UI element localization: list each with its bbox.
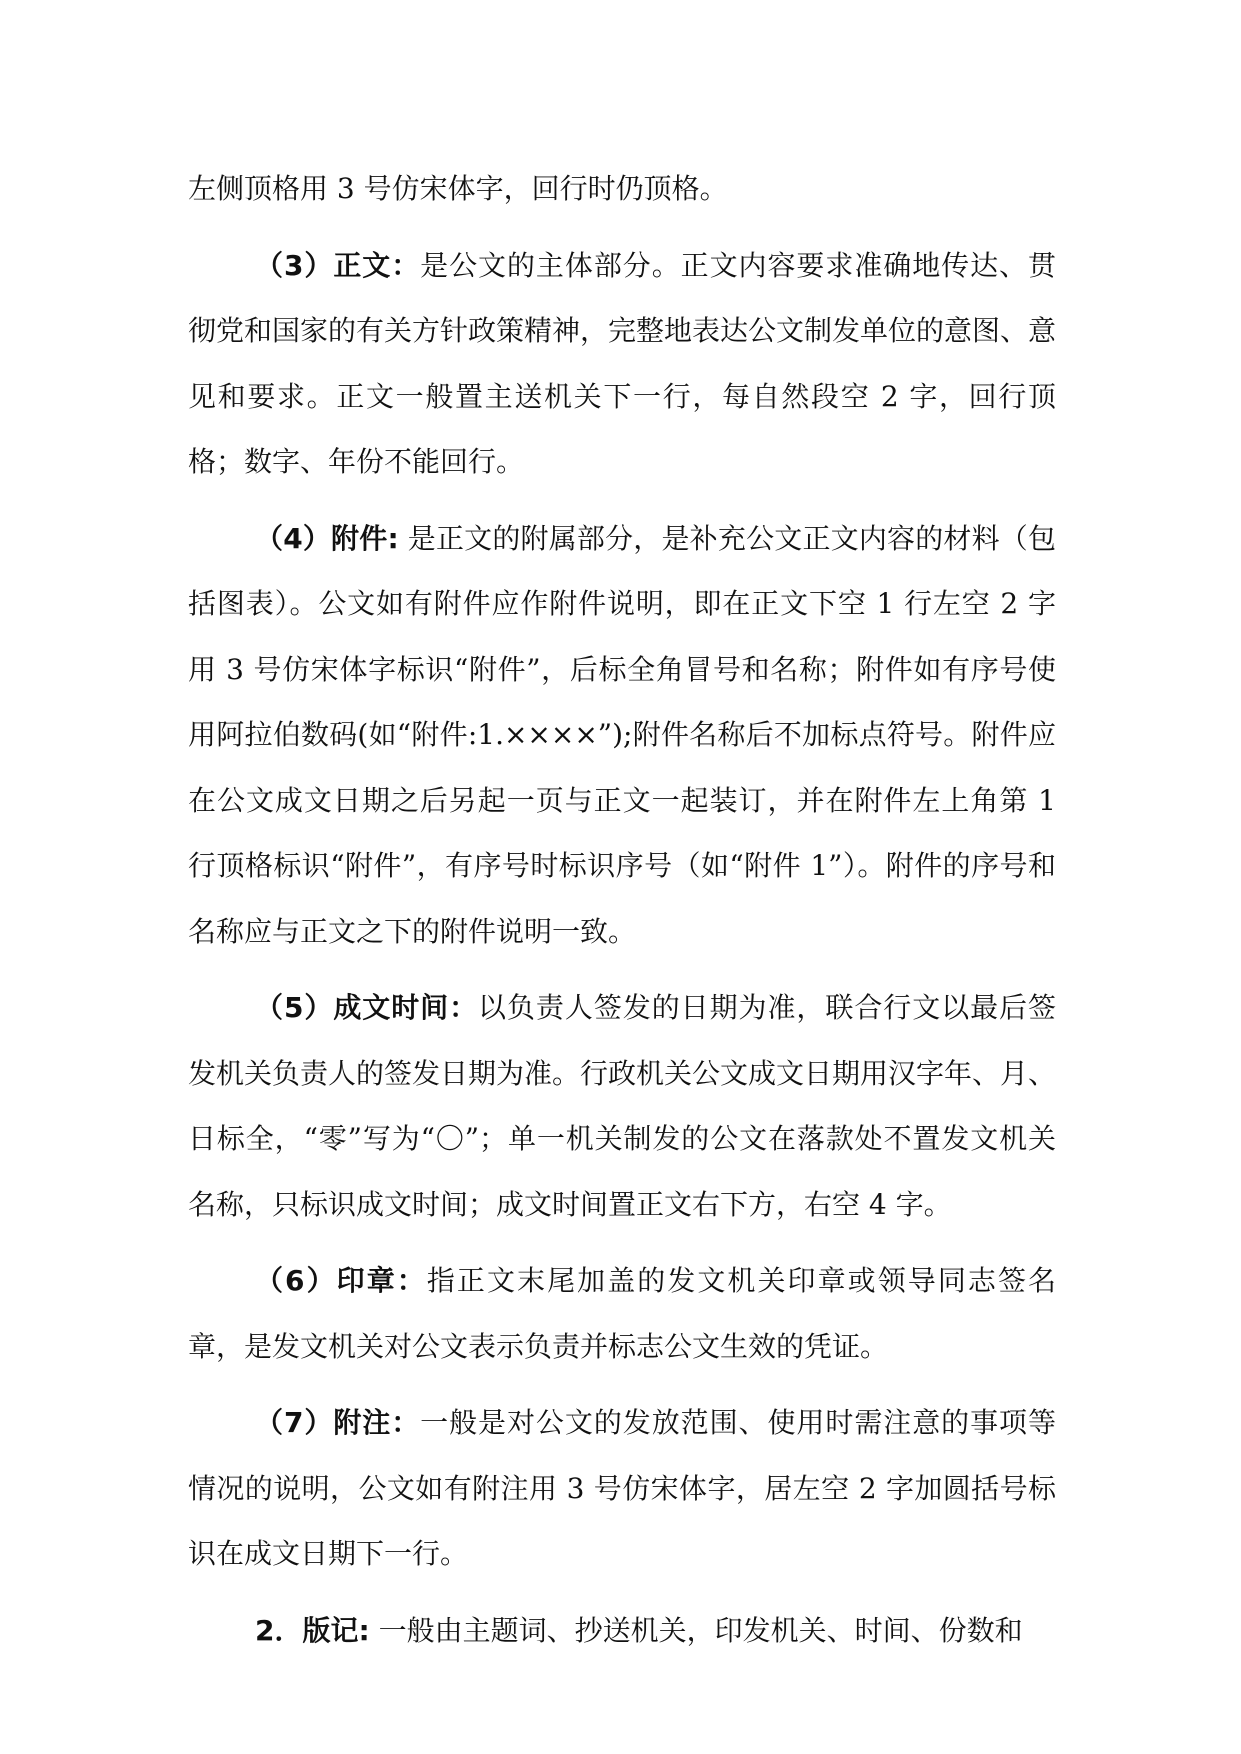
paragraph-seal bbox=[188, 1248, 1056, 1379]
paragraph-text: 一般由主题词、抄送机关，印发机关、时间、份数和 bbox=[369, 1613, 1023, 1647]
paragraph-text: 是公文的主体部分。正文内容要求准确地传达、贯彻党和国家的有关方针政策精神，完整地表达公文制发单位的意图、意见和要求。正文一般置主送机关下一行，每自然段空 2 字，回行顶格；数字、年份不能回行。 bbox=[188, 248, 1057, 478]
paragraph-colophon bbox=[188, 1598, 1056, 1664]
paragraph-main-text bbox=[188, 233, 1056, 495]
section-heading-attachment: （4）附件: bbox=[255, 521, 399, 555]
paragraph-date bbox=[188, 975, 1056, 1237]
paragraph-text: 一般是对公文的发放范围、使用时需注意的事项等情况的说明，公文如有附注用 3 号仿宋体字，居左空 2 字加圆括号标识在成文日期下一行。 bbox=[188, 1406, 1056, 1570]
section-heading-date: （5）成文时间： bbox=[255, 991, 479, 1024]
paragraph-text: 以负责人签发的日期为准，联合行文以最后签发机关负责人的签发日期为准。行政机关公文成文日期用汉字年、月、日标全，“零”写为“〇”；单一机关制发的公文在落款处不置发文机关名称，只标识成文时间；成文时间置正文右下方，右空 4 字。 bbox=[188, 991, 1057, 1221]
section-heading-colophon: 2．版记: bbox=[255, 1613, 370, 1647]
paragraph-text: 左侧顶格用 3 号仿宋体字，回行时仍顶格。 bbox=[188, 172, 728, 205]
paragraph-attachment bbox=[188, 506, 1056, 965]
section-heading-main-text: （3）正文： bbox=[255, 248, 421, 282]
paragraph-text: 是正文的附属部分，是补充公文正文内容的材料（包括图表）。公文如有附件应作附件说明，即在正文下空 1 行左空 2 字用 3 号仿宋体字标识“附件”，后标全角冒号和名称；附件如有序号使用阿拉伯数码(如“附件:1.××××”);附件名称后不加标点符号。附件应在公文成文日期之后另起一页与正文一起装订，并在附件左上角第 1 行顶格标识“附件”，有序号时标识序号（如“附件 1”）。附件的序号和名称应与正文之下的附件说明一致。 bbox=[188, 521, 1057, 948]
section-heading-note: （7）附注： bbox=[255, 1406, 421, 1439]
section-heading-seal: （6）印章： bbox=[255, 1264, 427, 1297]
paragraph-continuation bbox=[188, 156, 1056, 222]
paragraph-note bbox=[188, 1390, 1056, 1587]
document-body bbox=[188, 156, 1056, 1674]
paragraph-text: 指正文末尾加盖的发文机关印章或领导同志签名章，是发文机关对公文表示负责并标志公文生效的凭证。 bbox=[188, 1264, 1057, 1363]
